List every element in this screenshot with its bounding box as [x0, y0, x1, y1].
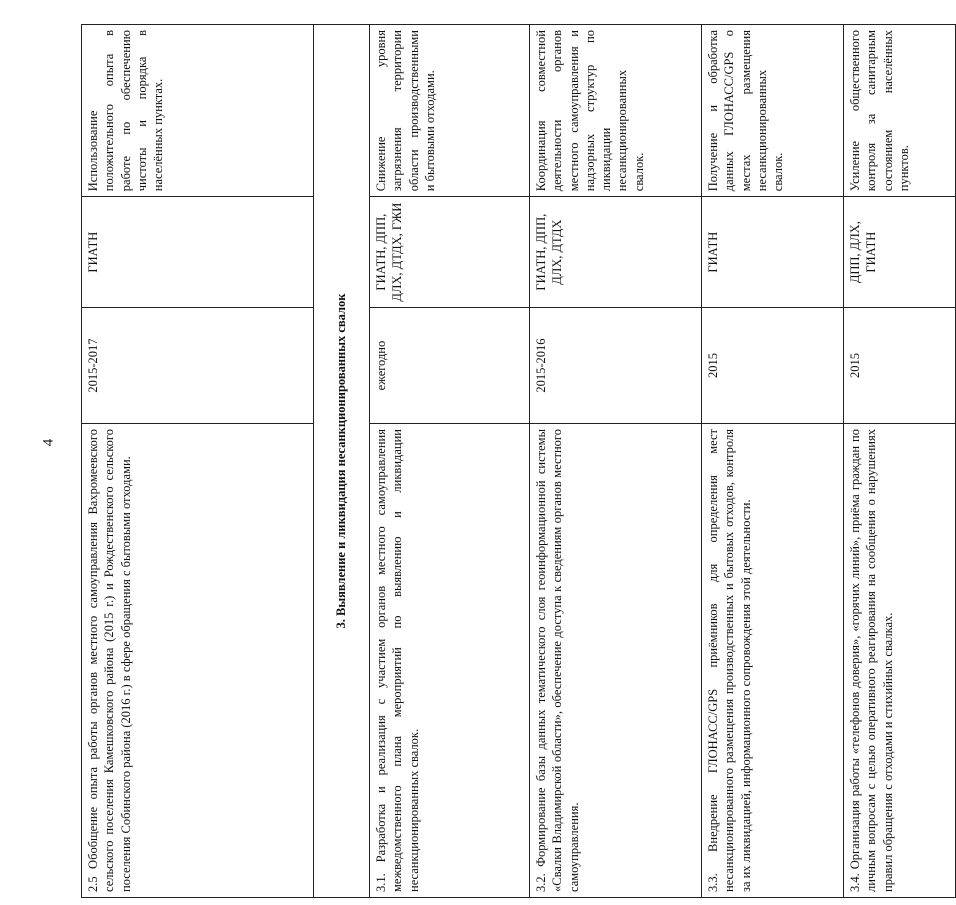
section-title: 3. Выявление и ликвидация несанкционированных свалок [314, 25, 370, 898]
result-cell: Усиление общественного контроля за санитарным состоянием населённых пунктов. [844, 25, 956, 197]
section-header-row [314, 25, 370, 898]
table-row [702, 25, 844, 898]
activity-cell: 3.4. Организация работы «телефонов доверия», «горячих линий», приёма граждан по личным вопросам с целью оперативного реагирования на сообщения о нарушениях правил обращения с отходами и стихийных свалках. [844, 424, 956, 898]
activity-cell: 3.2. Формирование базы данных тематического слоя геоинформационной системы «Свалки Владимирской области», обеспечение доступа к сведениям органов местного самоуправления. [530, 424, 702, 898]
period-cell: 2015 [844, 308, 956, 424]
activity-cell: 3.3. Внедрение ГЛОНАСС/GPS приёмников для определения мест несанкционированного размещения производственных и бытовых отходов, контроля за их ликвидацией, информационного сопровождения этой деятельности. [702, 424, 844, 898]
executors-cell: ГИАТН, ДПП, ДЛХ, ДТДХ [530, 197, 702, 308]
result-cell: Координация совместной деятельности органов местного самоуправления и надзорных структур по ликвидации несанкционированных свалок. [530, 25, 702, 197]
table-row [370, 25, 530, 898]
executors-cell: ДПП, ДЛХ, ГИАТН [844, 197, 956, 308]
result-cell: Снижение уровня загрязнения территории области производственными и бытовыми отходами. [370, 25, 530, 197]
table-row [82, 25, 314, 898]
executors-cell: ГИАТН [702, 197, 844, 308]
period-cell: 2015 [702, 308, 844, 424]
table-row [844, 25, 956, 898]
executors-cell: ГИАТН, ДПП, ДЛХ, ДТДХ, ГЖИ [370, 197, 530, 308]
activity-cell: 2.5 Обобщение опыта работы органов местного самоуправления Вахромеевского сельского поселения Камешковского района (2015 г.) и Рождественского сельского поселения Собинского района (2016 г.) в сфере обращения с бытовыми отходами. [82, 424, 314, 898]
result-cell: Получение и обработка данных ГЛОНАСС/GPS о местах размещения несанкционированных свалок. [702, 25, 844, 197]
period-cell: 2015-2017 [82, 308, 314, 424]
table-row [530, 25, 702, 898]
plan-table [81, 24, 956, 898]
page-number: 4 [40, 438, 57, 447]
activity-cell: 3.1. Разработка и реализация с участием органов местного самоуправления межведомственного плана мероприятий по выявлению и ликвидации несанкционированных свалок. [370, 424, 530, 898]
period-cell: ежегодно [370, 308, 530, 424]
period-cell: 2015-2016 [530, 308, 702, 424]
result-cell: Использование положительного опыта в работе по обеспечению чистоты и порядка в населённых пунктах. [82, 25, 314, 197]
executors-cell: ГИАТН [82, 197, 314, 308]
